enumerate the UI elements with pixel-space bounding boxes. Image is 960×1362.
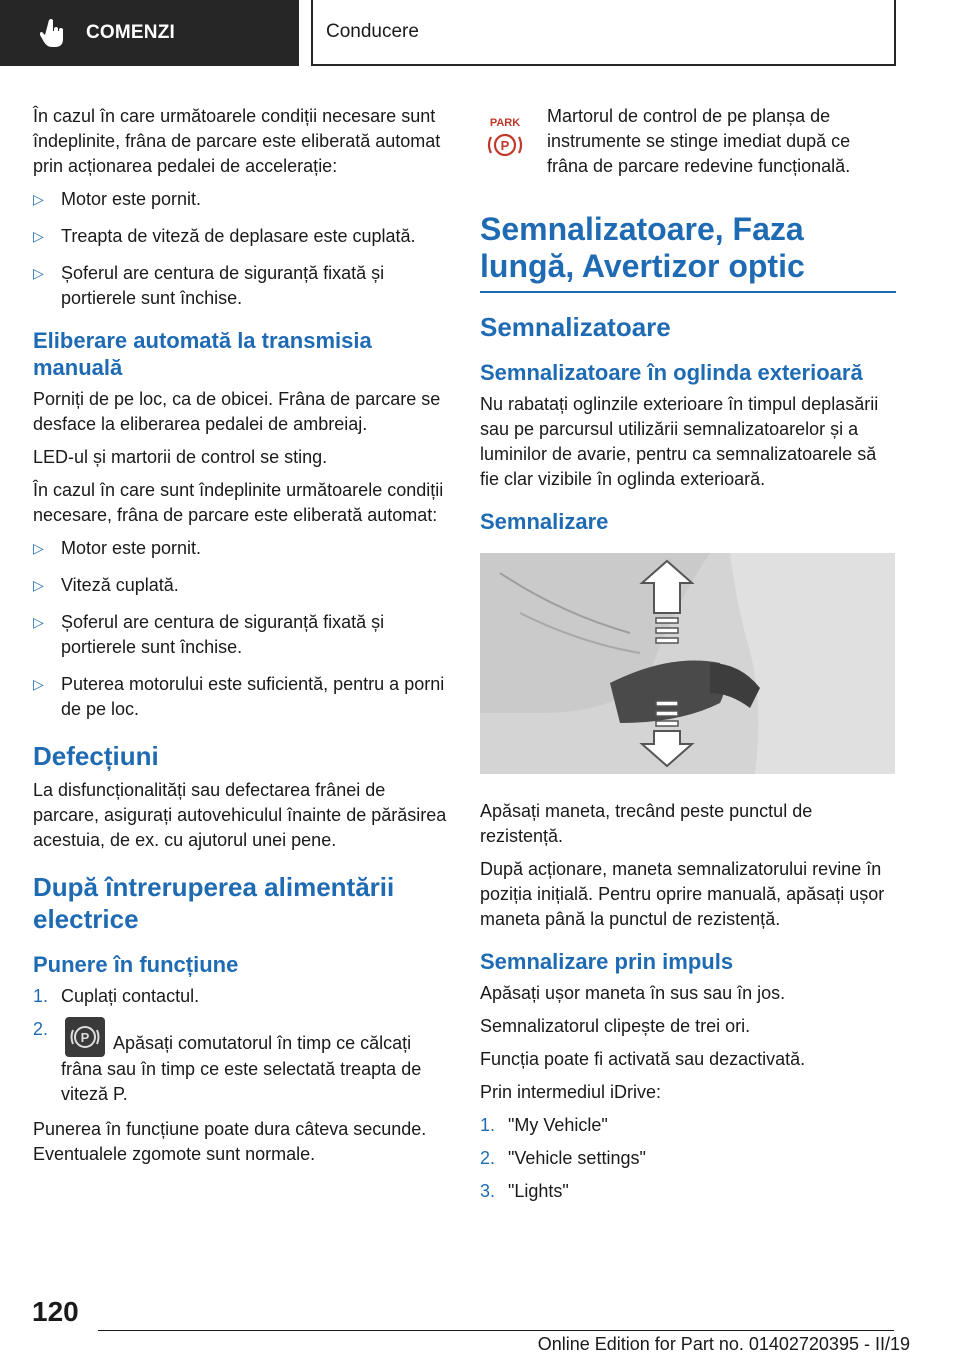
park-indicator-row: [480, 104, 896, 179]
svg-text:P: P: [80, 1030, 90, 1045]
pulse-paragraph-3: Funcția poate fi activată sau dezactivată.: [480, 1049, 806, 1069]
manual-paragraph-1: Porniți de pe loc, ca de obicei. Frâna de parcare se desface la eliberarea pedalei de ambreiaj.: [33, 389, 441, 434]
svg-text:P: P: [500, 138, 510, 153]
activation-steps: [33, 984, 448, 1107]
triangle-bullet-icon: ▷: [33, 577, 44, 593]
list-item: 2. P Apăsați comutatorul în timp ce călcați frâna sau în timp ce este selectată treapta de viteză P.: [33, 1019, 422, 1104]
edition-text: Online Edition for Part no. 01402720395 - II/19: [537, 1334, 910, 1354]
list-item: 2. "Vehicle settings": [480, 1148, 646, 1168]
chapter-label: Conducere: [326, 21, 419, 42]
mirror-paragraph: Nu rabatați oglinzile exterioare în timpul deplasării sau pe parcursul utilizării semnalizatoarelor și a luminilor de avarie, pentru ca semnalizatoarele să fie clar vizibile în oglinda exterioară.: [480, 394, 879, 489]
list-item: ▷ Șoferul are centura de siguranță fixată și portierele sunt închise.: [33, 263, 385, 308]
svg-text:PARK: PARK: [489, 117, 521, 129]
footer-divider: [98, 1330, 894, 1331]
list-item: 1. "My Vehicle": [480, 1115, 608, 1135]
list-item: ▷ Viteză cuplată.: [33, 573, 448, 598]
hand-pointer-icon: [40, 18, 66, 48]
triangle-bullet-icon: ▷: [33, 265, 44, 281]
list-item: ▷ Șoferul are centura de siguranță fixată și portierele sunt închise.: [33, 612, 385, 657]
list-item: ▷ Motor este pornit.: [33, 187, 448, 212]
pulse-signaling-heading: Semnalizare prin impuls: [480, 949, 734, 974]
conditions-list-2: [33, 536, 448, 722]
manual-paragraph-2: LED-ul și martorii de control se sting.: [33, 447, 328, 467]
list-item: ▷ Motor este pornit.: [33, 536, 448, 561]
parking-brake-button-icon: [65, 1017, 105, 1057]
closing-paragraph: Punerea în funcțiune poate dura câteva secunde. Eventualele zgomote sunt normale.: [33, 1119, 427, 1164]
page-number: 120: [32, 1296, 79, 1327]
signal-paragraph-1: Apăsați maneta, trecând peste punctul de rezistență.: [480, 801, 813, 846]
pulse-paragraph-2: Semnalizatorul clipește de trei ori.: [480, 1016, 751, 1036]
power-interruption-heading: După întreruperea alimentării electrice: [33, 872, 395, 934]
idrive-steps: [480, 1113, 896, 1204]
pulse-paragraph-1: Apăsați ușor maneta în sus sau în jos.: [480, 983, 786, 1003]
left-column: [33, 104, 448, 1175]
triangle-bullet-icon: ▷: [33, 676, 44, 692]
section-tab: [0, 0, 299, 66]
signaling-heading: Semnalizare: [480, 509, 609, 534]
triangle-bullet-icon: ▷: [33, 228, 44, 244]
chapter-box: [311, 0, 896, 66]
malfunction-heading: Defecțiuni: [33, 741, 159, 771]
mirror-signals-heading: Semnalizatoare în oglinda exterioară: [480, 360, 863, 385]
manual-transmission-heading: Eliberare automată la transmisia manuală: [33, 328, 372, 380]
pulse-paragraph-4: Prin intermediul iDrive:: [480, 1082, 662, 1102]
section-label: COMENZI: [86, 22, 176, 43]
main-section-heading: Semnalizatoare, Faza lungă, Avertizor optic: [480, 211, 896, 293]
park-brake-warning-icon: [480, 112, 530, 162]
list-item: ▷ Treapta de viteză de deplasare este cuplată.: [33, 224, 448, 249]
triangle-bullet-icon: ▷: [33, 614, 44, 630]
signal-paragraph-2: După acționare, maneta semnalizatorului revine în poziția inițială. Pentru oprire manuală, apăsați ușor maneta până la punctul de rezistență.: [480, 859, 885, 929]
malfunction-paragraph: La disfuncționalități sau defectarea frânei de parcare, asigurați autovehiculul înainte de părăsirea acestuia, de ex. cu ajutorul unei pene.: [33, 780, 447, 850]
right-column: [480, 104, 896, 1214]
signals-heading: Semnalizatoare: [480, 312, 671, 342]
turn-signal-lever-illustration: [480, 553, 895, 774]
list-item: 3. "Lights": [480, 1181, 569, 1201]
triangle-bullet-icon: ▷: [33, 191, 44, 207]
triangle-bullet-icon: ▷: [33, 540, 44, 556]
manual-paragraph-3: În cazul în care sunt îndeplinite următoarele condiții necesare, frâna de parcare este eliberată automat:: [33, 480, 444, 525]
conditions-list-1: [33, 187, 448, 311]
list-item: ▷ Puterea motorului este suficientă, pentru a porni de pe loc.: [33, 674, 445, 719]
list-item: 1. Cuplați contactul.: [33, 986, 200, 1006]
park-indicator-text: Martorul de control de pe planșa de instrumente se stinge imediat după ce frâna de parcare redevine funcțională.: [547, 106, 851, 176]
activation-heading: Punere în funcțiune: [33, 952, 239, 977]
intro-paragraph: În cazul în care următoarele condiții necesare sunt îndeplinite, frâna de parcare este eliberată automat prin acționarea pedalei de accelerație:: [33, 106, 441, 176]
